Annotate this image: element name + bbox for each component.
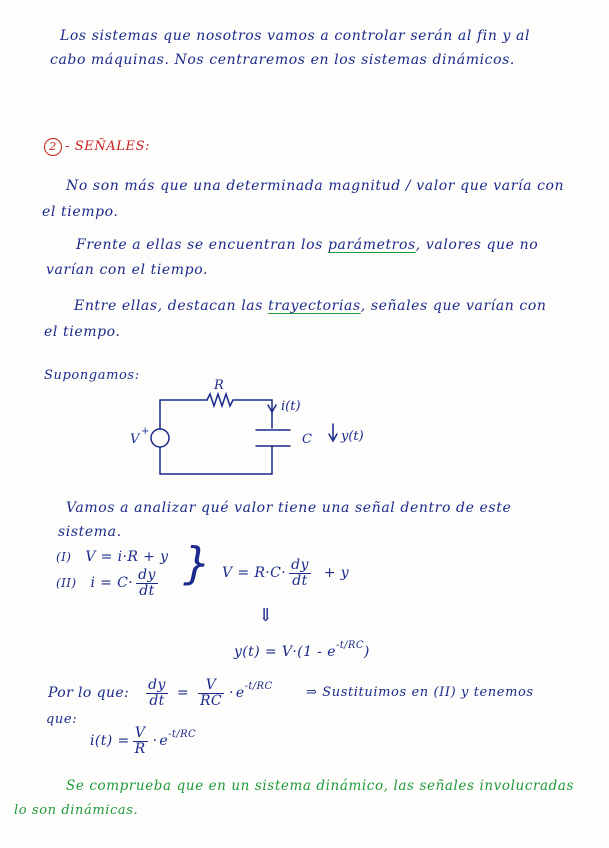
source-label: V — [130, 432, 140, 447]
current-result: i(t) = $\frac{V}{R}$ · $e^{-t/RC}$ — [90, 725, 197, 757]
equation-1 — [56, 549, 168, 565]
analysis-line-1: Vamos a analizar qué valor tiene una señal dentro de este — [66, 500, 512, 516]
solution-equation — [234, 640, 370, 660]
para3-text-b: , señales que varían con — [360, 298, 547, 314]
combined-right: + y — [323, 565, 350, 582]
que-label: que: — [46, 712, 78, 727]
para1-line-1: No son más que una determinada magnitud / valor que varía con — [66, 178, 565, 194]
output-arrow — [329, 424, 337, 441]
eq2-fraction — [136, 568, 158, 598]
i-frac-den: R — [134, 740, 146, 757]
wire-top-right — [233, 400, 272, 428]
intro-line-2: cabo máquinas. Nos centraremos en los sistemas dinámicos. — [50, 52, 515, 68]
eq2-frac-den: dt — [139, 582, 155, 599]
eq2-left: i = C· — [90, 575, 134, 592]
para2-text-a: Frente a ellas se encuentran los — [76, 237, 328, 253]
i-exp-power: -t/RC — [168, 729, 197, 741]
intro-line-1: Los sistemas que nosotros vamos a controlar serán al fin y al — [60, 28, 531, 44]
eq2-label: (II) — [56, 576, 77, 591]
exp-power: -t/RC — [244, 681, 273, 693]
i-exp-base: e — [159, 733, 169, 750]
i-frac-num: V — [133, 726, 148, 742]
para1-line-2: el tiempo. — [42, 204, 119, 220]
source-sign: + — [141, 426, 150, 437]
output-label: y(t) — [341, 429, 364, 444]
combined-fraction — [289, 558, 311, 588]
i-left: i(t) = — [90, 733, 130, 750]
dydt-fraction — [146, 678, 168, 708]
voltage-source-symbol — [151, 429, 169, 447]
equation-brace: } — [183, 538, 211, 589]
eq1-body: V = i·R + y — [85, 549, 169, 565]
section-number: 2 — [44, 138, 62, 156]
dydt-num: dy — [148, 677, 166, 693]
solution-left: y(t) = V·(1 - e — [234, 644, 336, 660]
final-line-2: lo son dinámicas. — [14, 803, 139, 818]
equation-2 — [56, 568, 161, 598]
capacitor-label: C — [302, 432, 312, 447]
implies-arrow: ⇓ — [258, 605, 274, 626]
v-over-r-fraction — [133, 726, 148, 756]
analysis-line-2: sistema. — [58, 524, 122, 540]
section-header — [44, 138, 150, 156]
combined-frac-num: dy — [291, 557, 309, 573]
para2-line-1 — [76, 237, 538, 253]
solution-exponent: -t/RC — [335, 640, 364, 651]
section-title: - SEÑALES: — [65, 139, 151, 154]
eq2-frac-num: dy — [138, 567, 156, 583]
combined-frac-den: dt — [292, 572, 308, 589]
suppose-label: Supongamos: — [44, 368, 140, 383]
v-over-rc-fraction — [198, 678, 224, 708]
solution-right: ) — [363, 644, 370, 660]
v-num: V — [198, 678, 224, 694]
resistor-label: R — [214, 378, 224, 393]
term-trayectorias: trayectorias — [268, 298, 361, 314]
rc-den: RC — [199, 692, 223, 709]
eq1-label: (I) — [56, 550, 72, 564]
derivative-result: Por lo que: $\frac{dy}{dt}$ = $\frac{V}{RC}$ · $e^{-t/RC}$ — [48, 677, 273, 709]
equation-combined — [222, 558, 349, 588]
resistor-symbol — [207, 394, 233, 406]
final-line-1: Se comprueba que en un sistema dinámico, las señales involucradas — [66, 778, 575, 794]
para3-text-a: Entre ellas, destacan las — [74, 298, 269, 314]
substitute-text: ⇒ Sustituimos en (II) y tenemos — [306, 685, 534, 700]
para2-line-2: varían con el tiempo. — [46, 262, 209, 278]
para2-text-b: , valores que no — [415, 237, 539, 253]
wire-right-bottom — [160, 446, 272, 474]
exp-base: e — [235, 685, 245, 702]
term-parametros: parámetros — [327, 237, 416, 253]
current-label: i(t) — [281, 399, 301, 414]
para3-line-1 — [74, 298, 547, 314]
dydt-den: dt — [149, 692, 165, 709]
combined-left: V = R·C· — [222, 565, 287, 582]
por-lo-que-label: Por lo que: — [48, 685, 130, 702]
current-arrow — [268, 405, 276, 412]
para3-line-2: el tiempo. — [44, 324, 121, 340]
